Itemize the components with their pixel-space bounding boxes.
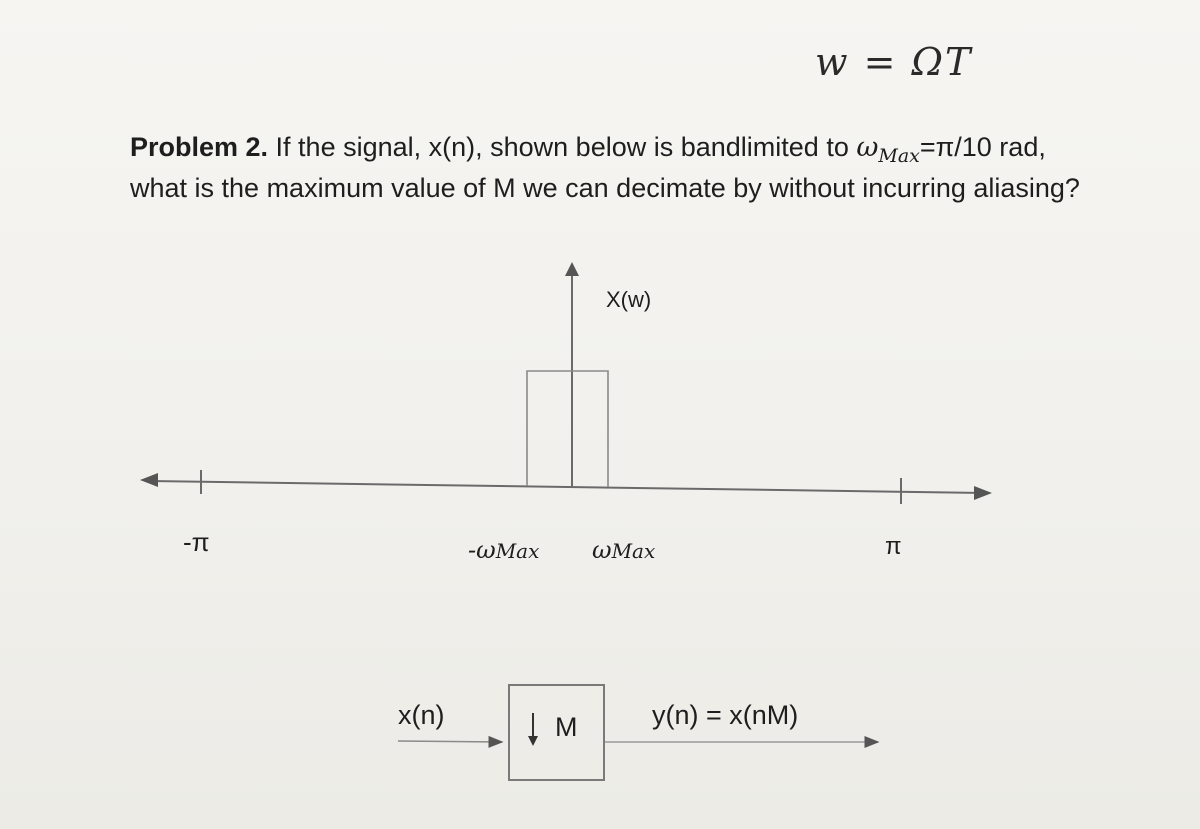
input-signal-label: x(n) <box>398 700 445 730</box>
label-omega-max <box>592 536 655 565</box>
handwritten-note: w = ΩT <box>815 40 973 84</box>
omega-max-symbol: ω <box>592 536 612 564</box>
problem-number: Problem 2. <box>130 132 269 162</box>
omega-subscript: Max <box>878 145 920 167</box>
magnitude-axis-arrowhead <box>565 262 579 276</box>
spectrum-title: X(w) <box>606 287 652 312</box>
decimation-factor-label: M <box>555 712 578 742</box>
label-neg-omega-max <box>468 536 539 565</box>
axis-right-arrowhead <box>974 486 992 500</box>
neg-omega-symbol: -ω <box>468 536 496 564</box>
axis-left-arrowhead <box>140 473 158 487</box>
output-signal-label: y(n) = x(nM) <box>652 700 799 730</box>
problem-text-before: If the signal, x(n), shown below is bandlimited to <box>268 132 857 162</box>
omega-symbol: ω <box>856 132 879 163</box>
label-pi: π <box>885 533 902 560</box>
neg-omega-subscript: Max <box>495 539 540 563</box>
problem-text-after: =π/10 rad, <box>919 132 1046 162</box>
input-signal-line <box>398 741 502 742</box>
problem-question: what is the maximum value of M we can decimate by without incurring aliasing? <box>130 173 1080 203</box>
spectrum-rectangle <box>527 371 608 487</box>
frequency-axis <box>150 481 985 493</box>
downsample-arrow-icon <box>528 736 538 746</box>
label-neg-pi: -π <box>183 527 210 557</box>
omega-max-subscript: Max <box>611 539 656 563</box>
